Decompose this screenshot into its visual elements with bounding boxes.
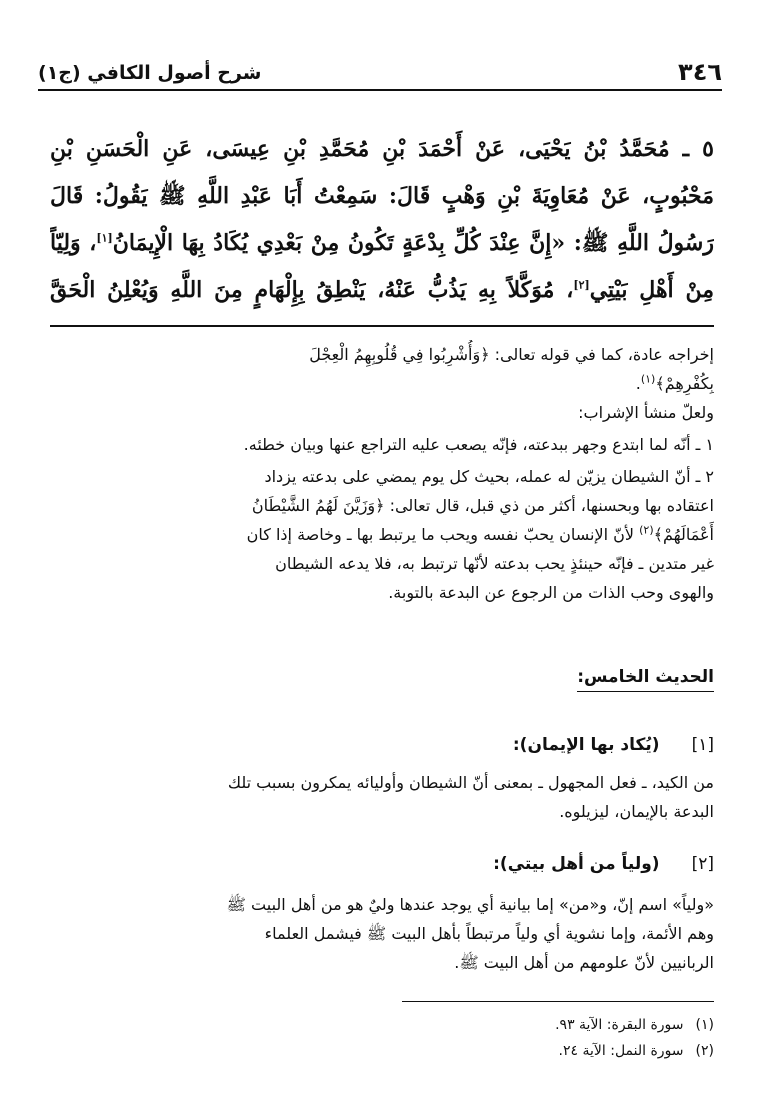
footnote-number: (١) [695,1017,714,1033]
commentary-line: ٢ ـ أنّ الشيطان يزيّن له عمله، بحيث كل يوم يمضي على بدعته يزداد [264,467,714,486]
section-heading: الحديث الخامس: [577,664,714,692]
note-body [55,890,714,977]
note-line: الربانيين لأنّ علومهم من أهل البيت ﷺ. [454,953,714,972]
hadith-text [50,126,714,314]
commentary-line: ١ ـ أنّه لما ابتدع وجهر ببدعته، فإنّه يصعب عليه التراجع عنها وبيان خطئه. [243,435,714,454]
note-line: من الكيد، ـ فعل المجهول ـ بمعنى أنّ الشيطان وأوليائه يمكرون بسبب تلك [227,773,714,792]
header-rule [38,89,722,91]
note-heading [513,731,714,759]
note-body [55,768,714,826]
note-title: (ولياً من أهل بيتي): [493,854,660,874]
commentary-line: غير متدين ـ فإنّه حينئذٍ يحب بدعته لأنّها ترتبط به، فلا يدعه الشيطان [275,554,714,573]
note-line: «ولياً» اسم إنّ، و«من» إما بيانية أي يوجد عندها وليٌ هو من أهل البيت ﷺ [226,895,714,914]
footnote-number: (٢) [695,1043,714,1059]
note-line: البدعة بالإيمان، ليزيلوه. [559,802,714,821]
note-marker: [١] [96,231,113,245]
commentary-text: اعتقاده بها وبحسنها، أكثر من ذي قبل، قال تعالى: [389,496,714,515]
hadith-line: مَحْبُوبٍ، عَنْ مُعَاوِيَةَ بْنِ وَهْبٍ قَالَ: سَمِعْتُ أَبَا عَبْدِ اللَّهِ ﷺ يَقُولُ: قَالَ [50,183,714,209]
commentary-text: لأنّ الإنسان يحبّ نفسه ويحب ما يرتبط بها ـ وخاصة إذا كان [246,525,640,544]
quran-verse: أَعْمَالَهُمْ﴾ [653,525,714,544]
footnote-rule [402,1001,714,1002]
footnote-ref: (١) [640,372,656,386]
hadith-line [50,267,714,314]
hadith-line [50,220,714,267]
footnote [555,1012,714,1038]
commentary-line [55,520,714,549]
note-marker: [٢] [573,278,590,292]
hadith-line-text: مِنْ أَهْلِ بَيْتِي [589,277,714,303]
note-title: (يُكاد بها الإيمان): [512,735,660,755]
commentary-line: والهوى وحب الذات من الرجوع عن البدعة بالتوبة. [388,583,714,602]
commentary-line: ولعلّ منشأ الإشراب: [578,403,714,422]
running-header [38,52,722,86]
note-line: وهم الأئمة، وإما نشوية أي ولياً مرتبطاً بأهل البيت ﷺ فيشمل العلماء [264,924,714,943]
section-divider [50,325,714,327]
footnote-text: سورة النمل: الآية ٢٤. [558,1043,684,1059]
quran-verse: بِكُفْرِهِمْ﴾ [655,374,714,393]
commentary-line [55,369,714,398]
footnote-ref: (٢) [639,523,654,537]
commentary-line [55,340,714,369]
hadith-line-text: ، وَلِيّاً [50,230,97,256]
page-number: ٣٤٦ [678,58,722,86]
book-title: شرح أصول الكافي (ج١) [38,62,262,84]
hadith-line: ٥ ـ مُحَمَّدُ بْنُ يَحْيَى، عَنْ أَحْمَدَ بْنِ مُحَمَّدِ بْنِ عِيسَى، عَنِ الْحَسَنِ بْنِ [50,136,714,162]
commentary-line [55,491,714,520]
footnotes [555,1012,714,1064]
commentary-text: . [635,374,641,393]
hadith-line-text: رَسُولُ اللَّهِ ﷺ: «إِنَّ عِنْدَ كُلِّ بِدْعَةٍ تَكُونُ مِنْ بَعْدِي يُكَادُ بِهَا الْإِيمَانُ [112,230,714,256]
note-number: [٢] [691,854,714,874]
hadith-line-text: ، مُوَكَّلاً بِهِ يَذُبُّ عَنْهُ، يَنْطِقُ بِإِلْهَامٍ مِنَ اللَّهِ وَيُعْلِنُ الْحَقَّ [50,277,574,303]
quran-verse: ﴿وَزَيَّنَ لَهُمُ الشَّيْطَانُ [251,496,385,515]
note-heading [493,850,714,878]
quran-verse: ﴿وَأُشْرِبُوا فِي قُلُوبِهِمُ الْعِجْلَ [309,345,490,364]
commentary-block [55,340,714,607]
note-number: [١] [691,735,714,755]
commentary-text: إخراجه عادة، كما في قوله تعالى: [494,345,714,364]
footnote-text: سورة البقرة: الآية ٩٣. [555,1017,684,1033]
footnote [555,1038,714,1064]
